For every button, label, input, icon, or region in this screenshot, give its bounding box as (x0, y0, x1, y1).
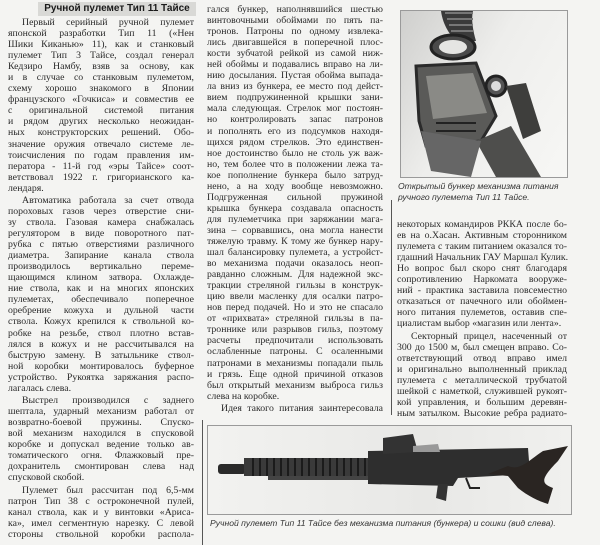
text-column-left (8, 17, 194, 541)
text-line: ней обоймы и подавались вправо на ли- (207, 59, 383, 71)
text-line: Но вопрос был скоро снят благодаря (397, 263, 567, 275)
text-line: французского «Гочкиса» и совместив ее (8, 94, 194, 106)
photo-caption-top: Открытый бункер механизма питания ручного пулемета Тип 11 Тайсе. (398, 181, 559, 202)
text-line: щихся рядом стрелков. Это единствен- (207, 136, 383, 148)
text-line: и оригинально выполненный приклад (397, 363, 567, 375)
text-line: отказаться от пачечного или обоймен- (397, 296, 567, 308)
text-line: дохранитель смонтирован слева над (8, 461, 194, 473)
text-line: лялся в кожух и не рассчитывался на (8, 338, 194, 350)
text-line: ного питания пулеметов, оставив спе- (397, 307, 567, 319)
text-line: ослабленные патроны. С осаленными (207, 346, 383, 358)
text-line: шал балансировку пулемета, а устройст- (207, 247, 383, 259)
text-line: тракции стреляной гильзы в конструк- (207, 280, 383, 292)
text-line: ное достоинство было не столь уж важ- (207, 147, 383, 159)
text-line: ным затылком. Высокие ребра радиато- (397, 407, 567, 419)
text-line: но, тем более что в положении лежа та- (207, 158, 383, 170)
text-line: для пулеметчика при заряжании мага- (207, 213, 383, 225)
text-line: робке на резьбе, ствол плотно встав- (8, 327, 194, 339)
text-line: коробке и допускал ведение только ав- (8, 439, 194, 451)
paragraph (8, 195, 194, 394)
text-line: 300 до 1500 м, был смещен вправо. Со- (397, 341, 567, 353)
text-line: устройство. Рукоятка заряжания распо- (8, 371, 194, 383)
text-line: лендаря. (8, 182, 44, 194)
text-line: и рядом других несколько неожидан- (8, 116, 194, 128)
text-line: пулемет Тип 3 Тайсе, создал генерал (8, 50, 194, 62)
text-line: гался бункер, наполнявшийся шестью (207, 4, 383, 15)
text-line: с оригинальной системой питания (8, 105, 194, 117)
text-line: ка», имел сегментную нарезку. С левой (8, 517, 194, 529)
paragraph (207, 4, 383, 402)
text-line: кой управления, и большим деревян- (397, 396, 567, 408)
paragraph (397, 219, 567, 329)
text-line: Подгруженная сильной пружиной (207, 191, 383, 203)
text-line: томатического огня. Флажковый пре- (8, 450, 194, 462)
text-line: винтовочными обоймами по пять па- (207, 15, 383, 27)
text-line: тоисчисления по годам правления им- (8, 149, 194, 161)
text-line: значение оружия отвечало системе ле- (8, 138, 194, 150)
text-line: пулемета с металлической трубчатой (397, 374, 567, 386)
text-line: ний - практика заставила повсеместно (397, 285, 567, 297)
text-line: рубка с пятью отверстиями различного (8, 239, 194, 251)
text-line: ев на о.Хасан. Активным сторонником (397, 230, 567, 242)
text-line: ствола. Кожух крепился к ствольной ко- (8, 316, 194, 328)
text-line: мала следующая. Стрелок мог постоян- (207, 103, 383, 115)
text-line: ператора - 11-й год «эры Тайсе» соот- (8, 160, 194, 172)
text-line: некоторых командиров РККА после бо- (397, 219, 567, 230)
text-line: производилось вертикально переме- (8, 261, 194, 273)
text-line: ных конструкторских решений. Обо- (8, 127, 194, 139)
text-line: зу ствола. Газовая камера снабжалась (8, 217, 194, 229)
text-line: и грязь. Еще одной причиной отказов (207, 368, 383, 380)
text-line: пороховых газов через отверстие сни- (8, 205, 194, 217)
paragraph (397, 331, 567, 419)
text-line: пулеметах, обеспечивало поперечное (8, 294, 194, 306)
text-line: регулятором в виде поворотного пат- (8, 228, 194, 240)
text-line: Секторный прицел, насеченный от (411, 330, 567, 342)
text-line: от «прихвата» стреляной гильзы в па- (207, 313, 383, 325)
text-line: ла вниз из бункера, ее место под дейст- (207, 81, 383, 93)
text-line: возвратно-боевой пружины. Спуско- (8, 417, 194, 429)
text-line: гдашний Начальник ГАУ Маршал Кулик. (397, 252, 569, 264)
text-line: Шики Киканью» 11), как и станковый (8, 39, 194, 51)
text-line: ной коробки монтировалось буферное (8, 360, 194, 372)
text-line: зина – сорвавшись, она могла нанести (207, 224, 383, 236)
article-title: Ручной пулемет Тип 11 Тайсе (38, 2, 196, 16)
text-line: нено, а на ходу вообще невозможно. (207, 180, 383, 192)
text-line: канал ствола, как и у винтовки «Ариса- (8, 506, 194, 518)
text-line: циалистам выбор «магазин или лента». (397, 318, 562, 330)
text-line: тяжелую травму. К тому же бункер нару- (207, 235, 383, 247)
text-line: слева на коробке. (207, 390, 280, 402)
text-column-middle (207, 4, 383, 415)
text-line: был открытый механизм выброса гильз (207, 379, 383, 391)
text-line: сопротивлению Наркомата вооруже- (397, 274, 567, 286)
text-line: лагалась слева. (8, 382, 72, 394)
text-line: быструю замену. В затыльнике ствол- (8, 349, 194, 361)
text-line: троннике или разрывов гильз, поэтому (207, 324, 383, 336)
text-line: спусковой скобой. (8, 472, 85, 484)
paragraph (8, 17, 194, 194)
text-line: во механизма подачи оказалось неоп- (207, 258, 383, 270)
text-line: лись двигавшейся в поперечной плос- (207, 37, 383, 49)
text-line: Автоматика работала за счет отвода (22, 194, 194, 206)
text-line: Пулемет был рассчитан под 6,5-мм (22, 484, 194, 496)
text-line: вой механизм находился в спусковой (8, 428, 194, 440)
text-line: но контролировать запас патронов (207, 114, 383, 126)
column-divider (202, 420, 203, 545)
text-line: ветствовал 1922 г. григорианского ка- (8, 171, 194, 183)
text-line: расчеты предпочитали использовать (207, 335, 383, 347)
text-line: вием подпружиненной крышки зани- (207, 92, 383, 104)
text-line: и в случае со станковым пулеметом, (8, 72, 194, 84)
text-line: Первый серийный ручной пулемет (22, 17, 194, 28)
text-line: шейкой с наметкой, служившей рукоят- (397, 385, 567, 397)
photo-caption-bottom: Ручной пулемет Тип 11 Тайсе без механизма питания (бункера) и сошки (вид слева). (210, 518, 556, 528)
paragraph (8, 395, 194, 483)
text-line: ответствующий отвод вправо имел (397, 352, 567, 364)
text-line: ние ствола, как и на многих японских (8, 283, 194, 295)
text-line: стороны ствольной коробки распола- (8, 528, 194, 540)
column-divider (391, 200, 392, 415)
text-line: схему хорошо знакомого в Японии (8, 83, 194, 95)
text-line: Кедзиро Намбу, взяв за основу, как (8, 61, 194, 73)
text-line: и пополнять его из подсумков находя- (207, 125, 383, 137)
text-line: тронов. Патроны по одному извлека- (207, 26, 383, 38)
text-line: кое пополнение бункера было затруд- (207, 169, 383, 181)
text-line: пулемета с таким питанием оказался то- (397, 241, 567, 253)
text-line: патронами в механизмы попадали пыль (207, 357, 383, 369)
text-line: японской разработки Тип 11 («Нен (8, 28, 194, 40)
text-line: крышка бункера создавала опасность (207, 202, 383, 214)
text-line: нов перед подачей. Но и это не спасало (207, 302, 383, 314)
text-line: оребрение кожуха и дульной части (8, 305, 194, 317)
paragraph (207, 403, 383, 414)
text-line: Выстрел производился с заднего (22, 394, 194, 406)
text-line: равданно сложным. Для надежной экс- (207, 269, 383, 281)
text-line: патрон Тип 38 с остроконечной пулей, (8, 495, 194, 507)
text-line: кости зубчатой рейкой из самой ниж- (207, 48, 383, 60)
text-line: щающимся клином затвора. Охлажде- (8, 272, 194, 284)
text-line: шептала, ударный механизм работал от (8, 406, 194, 418)
text-line: нию досылания. Пустая обойма выпада- (207, 70, 383, 82)
text-line: Идея такого питания заинтересовала (221, 402, 383, 414)
photo-open-feed-hopper (400, 10, 568, 178)
text-column-right (397, 219, 567, 420)
photo-machine-gun-side-view (207, 425, 572, 515)
text-line: цию ввели масленку для осалки патро- (207, 291, 383, 303)
text-line: диаметра. Запирание канала ствола (8, 250, 194, 262)
paragraph (8, 485, 194, 540)
